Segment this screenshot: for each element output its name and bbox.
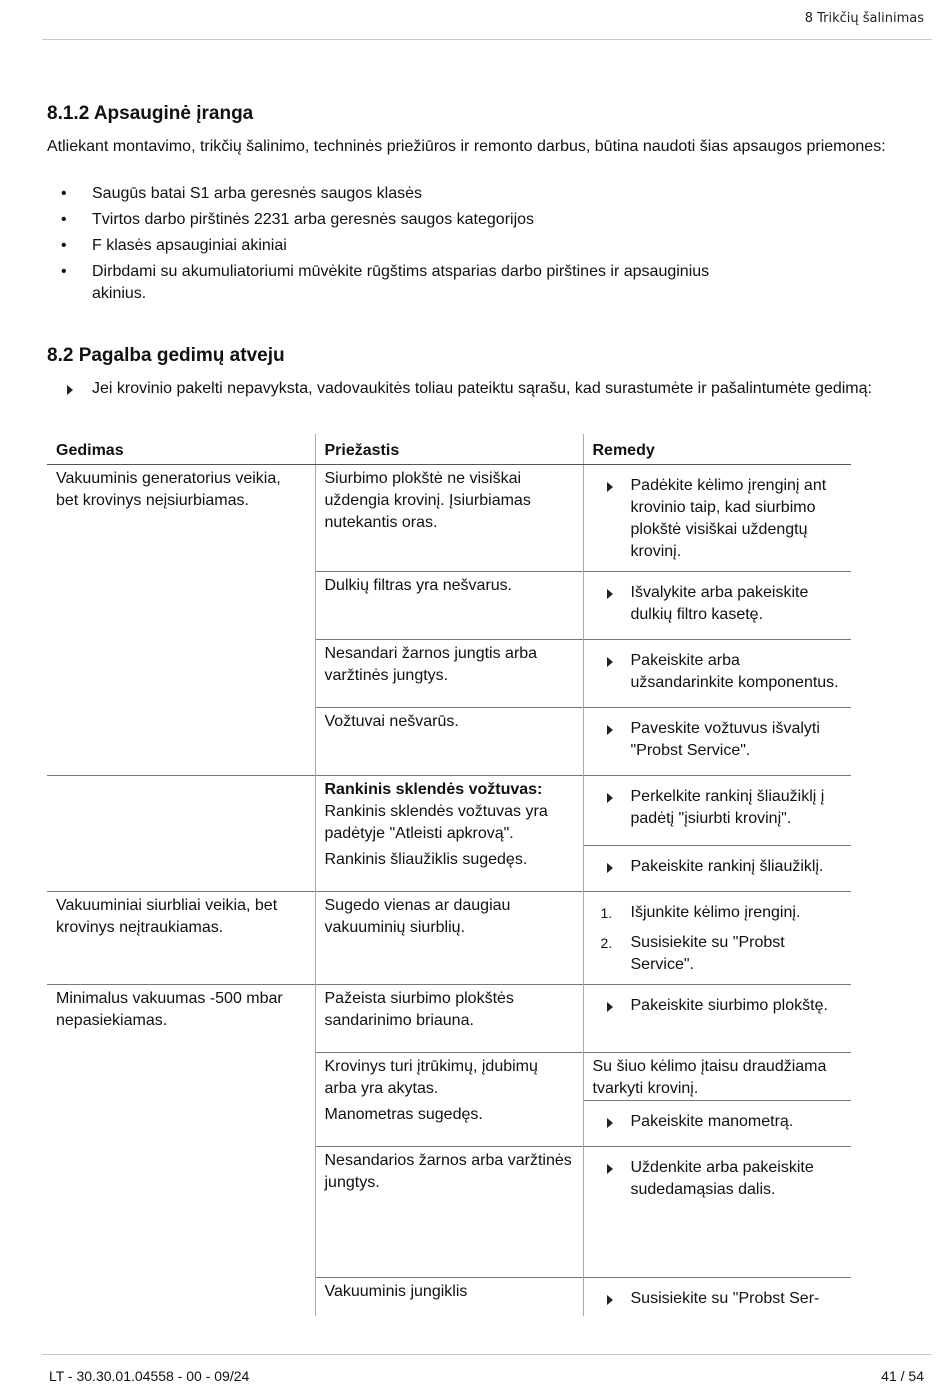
bullet-icon: •: [61, 211, 67, 228]
step-item: 1. Išjunkite kėlimo įrenginį.: [600, 904, 801, 921]
fault-cell: Minimalus vakuumas -500 mbar nepasiekiamas.: [47, 985, 315, 1053]
remedy-note-cell: Su šiuo kėlimo įtaisu draudžiama tvarkyti krovinį.: [583, 1053, 851, 1101]
remedy-cell: Pakeiskite rankinį šliaužiklį.: [583, 846, 851, 892]
protective-equipment-list: [47, 183, 747, 309]
column-header-fault: Gedimas: [47, 434, 315, 465]
bullet-icon: •: [61, 185, 67, 202]
remedy-cell: Susisiekite su "Probst Ser-: [583, 1278, 851, 1316]
column-header-remedy: Remedy: [583, 434, 851, 465]
section-82-title: 8.2 Pagalba gedimų atveju: [47, 345, 285, 366]
remedy-cell: Padėkite kėlimo įrenginį ant krovinio taip, kad siurbimo plokštė visiškai uždengtų krovinį.: [583, 465, 851, 572]
cause-cell: Manometras sugedęs.: [315, 1101, 583, 1147]
list-item: • Tvirtos darbo pirštinės 2231 arba geresnės saugos kategorijos: [47, 209, 747, 231]
cause-cell: Vožtuvai nešvarūs.: [315, 708, 583, 776]
arrow-right-icon: [607, 1118, 613, 1128]
table-row: [47, 572, 851, 640]
cause-cell: Krovinys turi įtrūkimų, įdubimų arba yra akytas.: [315, 1053, 583, 1101]
header-divider: [42, 39, 932, 40]
fault-cell: Vakuuminiai siurbliai veikia, bet krovinys neįtraukiamas.: [47, 892, 315, 985]
running-header: 8 Trikčių šalinimas: [804, 11, 924, 26]
section-812-title: 8.1.2 Apsauginė įranga: [47, 103, 254, 124]
arrow-right-icon: [607, 863, 613, 873]
fault-cell: [47, 846, 315, 892]
table-row: [47, 708, 851, 776]
cause-cell: Dulkių filtras yra nešvarus.: [315, 572, 583, 640]
cause-cell: Nesandari žarnos jungtis arba varžtinės jungtys.: [315, 640, 583, 708]
remedy-cell: [583, 892, 851, 985]
remedy-cell: Išvalykite arba pakeiskite dulkių filtro kasetę.: [583, 572, 851, 640]
section-82-instruction: Jei krovinio pakelti nepavyksta, vadovaukitės toliau pateiktu sąrašu, kad surastumėte ir pašalintumėte gedimą:: [47, 378, 923, 400]
remedy-cell: Pakeiskite siurbimo plokštę.: [583, 985, 851, 1053]
column-header-cause: Priežastis: [315, 434, 583, 465]
fault-cell: [47, 708, 315, 776]
remedy-cell: Pakeiskite arba užsandarinkite komponentus.: [583, 640, 851, 708]
fault-cell: [47, 1053, 315, 1101]
remedy-cell: Uždenkite arba pakeiskite sudedamąsias dalis.: [583, 1147, 851, 1278]
remedy-cell: Paveskite vožtuvus išvalyti "Probst Service".: [583, 708, 851, 776]
cause-cell: Rankinis sklendės vožtuvas: Rankinis sklendės vožtuvas yra padėtyje "Atleisti apkrovą".: [315, 776, 583, 846]
list-item: • Saugūs batai S1 arba geresnės saugos klasės: [47, 183, 747, 205]
table-row: [47, 846, 851, 892]
cause-cell: Vakuuminis jungiklis: [315, 1278, 583, 1316]
fault-cell: [47, 640, 315, 708]
cause-cell: Sugedo vienas ar daugiau vakuuminių siurblių.: [315, 892, 583, 985]
table-header-row: [47, 434, 851, 465]
bullet-icon: •: [61, 237, 67, 254]
fault-cell: [47, 1101, 315, 1147]
table-row: [47, 892, 851, 985]
fault-cell: [47, 1147, 315, 1278]
table-row: [47, 985, 851, 1053]
bullet-icon: •: [61, 263, 67, 280]
table-row: [47, 1053, 851, 1101]
arrow-right-icon: [607, 589, 613, 599]
fault-cell: [47, 776, 315, 846]
fault-table: [47, 434, 851, 1316]
arrow-right-icon: [607, 725, 613, 735]
fault-cell: [47, 1278, 315, 1316]
arrow-right-icon: [607, 793, 613, 803]
arrow-right-icon: [607, 1164, 613, 1174]
table-row: [47, 776, 851, 846]
page-number: 41 / 54: [881, 1368, 924, 1384]
arrow-right-icon: [607, 657, 613, 667]
table-row: [47, 640, 851, 708]
list-item: • F klasės apsauginiai akiniai: [47, 235, 747, 257]
arrow-right-icon: [67, 385, 73, 395]
arrow-right-icon: [607, 1295, 613, 1305]
table-row: [47, 1278, 851, 1316]
table-row: [47, 465, 851, 572]
cause-cell: Pažeista siurbimo plokštės sandarinimo briauna.: [315, 985, 583, 1053]
document-id: LT - 30.30.01.04558 - 00 - 09/24: [49, 1368, 250, 1384]
step-item: 2. Susisiekite su "Probst Service".: [600, 934, 785, 973]
remedy-cell: Pakeiskite manometrą.: [583, 1101, 851, 1147]
cause-cell: Nesandarios žarnos arba varžtinės jungtys.: [315, 1147, 583, 1278]
cause-cell: Rankinis šliaužiklis sugedęs.: [315, 846, 583, 892]
table-row: [47, 1101, 851, 1147]
fault-cell: [47, 572, 315, 640]
footer-divider: [42, 1354, 932, 1355]
fault-cell: Vakuuminis generatorius veikia, bet krovinys neįsiurbiamas.: [56, 470, 281, 509]
arrow-right-icon: [607, 1002, 613, 1012]
remedy-cell: Perkelkite rankinį šliaužiklį į padėtį "įsiurbti krovinį".: [583, 776, 851, 846]
list-item: • Dirbdami su akumuliatoriumi mūvėkite rūgštims atsparias darbo pirštines ir apsauginius akinius.: [61, 263, 710, 302]
section-812-intro: Atliekant montavimo, trikčių šalinimo, techninės priežiūros ir remonto darbus, būtina naudoti šias apsaugos priemones:: [47, 138, 886, 155]
cause-cell: Siurbimo plokštė ne visiškai uždengia krovinį. Įsiurbiamas nutekantis oras.: [315, 465, 583, 572]
table-row: [47, 1147, 851, 1278]
arrow-right-icon: [607, 482, 613, 492]
